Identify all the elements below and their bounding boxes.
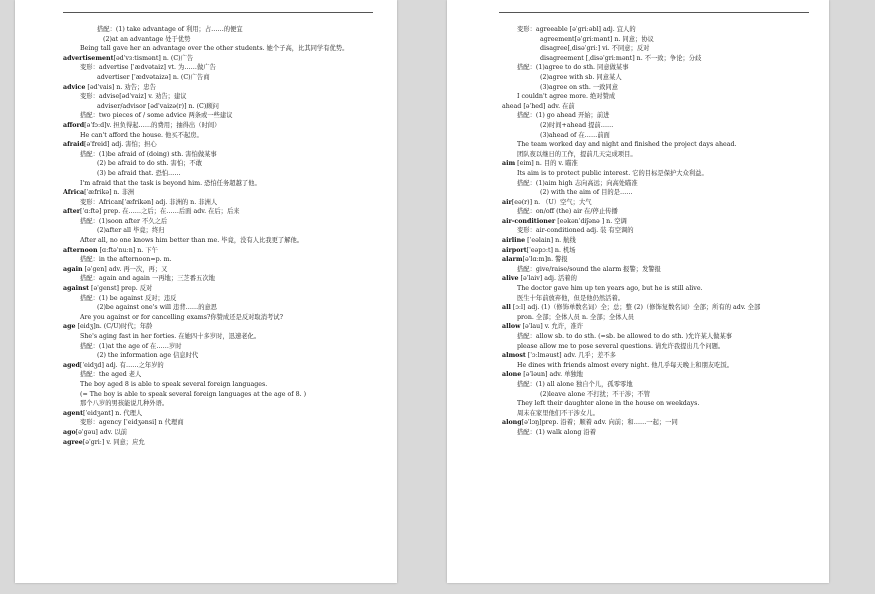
line-text: 医生十年前放弃他，但是他仍然活着。 (517, 294, 625, 302)
line-text: [eə(r)] n. （U）空气；大气 (511, 198, 592, 206)
text-line (15, 418, 397, 428)
text-line (447, 83, 829, 93)
dictionary-entry-line (447, 370, 829, 380)
headword: alive (502, 275, 519, 283)
text-line (15, 236, 397, 246)
headword: age (63, 323, 76, 331)
text-line (447, 390, 829, 400)
text-line (15, 399, 397, 409)
line-text: 搭配：in the afternoon=p. m. (80, 256, 172, 264)
dictionary-entry-line (447, 351, 829, 361)
text-line (15, 73, 397, 83)
text-line (447, 131, 829, 141)
headword: alone (502, 371, 522, 379)
line-text: [əˈləun] adv. 单独地 (521, 371, 583, 379)
line-text: (2)be against one's will 违背……的意思 (97, 304, 218, 312)
line-text: 搭配：allow sb. to do sth. (=sb. be allowed to do sth. )允许某人做某事 (517, 333, 733, 340)
line-text: 变形：agreeable [əˈgriːəbl] adj. 宜人的 (517, 26, 636, 33)
line-text: (2)agree with sb. 同意某人 (540, 73, 622, 81)
headword: against (63, 285, 89, 293)
headword: air-conditioner (502, 217, 556, 225)
line-text: After all, no one knows him better than me. 毕竟，没有人比我更了解他。 (80, 237, 304, 245)
headword: along (502, 419, 522, 427)
page-right (447, 0, 829, 583)
line-text: She's aging fast in her forties. 在她四十多岁时，迅速老化。 (80, 333, 261, 340)
dictionary-entry-line (447, 418, 829, 428)
headword: air (502, 198, 512, 206)
line-text: (2) with the aim of 目的是…… (540, 189, 633, 197)
line-text: 搭配：give/raise/sound the alarm 报警；发警报 (517, 265, 661, 273)
line-text: 搭配：(1)agree to do sth. 同意做某事 (517, 64, 629, 72)
line-text: (= The boy is able to speak several foreign languages at the age of 8. ) (80, 390, 307, 398)
text-line (15, 294, 397, 304)
line-text: Are you against or for cancelling exams?你赞成还是反对取消考试? (80, 313, 283, 321)
text-line (15, 169, 397, 179)
dictionary-entry-line (447, 255, 829, 265)
text-line (15, 342, 397, 352)
page-left (15, 0, 397, 583)
line-text: (2) be afraid to do sth. 害怕；不敢 (97, 160, 203, 168)
text-line (15, 198, 397, 208)
text-line (15, 25, 397, 35)
line-text: The doctor gave him up ten years ago, but he is still alive. (517, 285, 703, 293)
text-line (447, 188, 829, 198)
headword: afford (63, 121, 85, 129)
line-text: disagreement [ˌdisəˈgriːmənt] n. 不一致；争论；分歧 (540, 54, 702, 62)
line-text: 搭配：the aged 老人 (80, 371, 142, 379)
line-text: 变形：agency [ˈeidʒənsi] n 代理商 (80, 419, 184, 427)
line-text: [ədˈvais] n. 劝告；忠告 (85, 83, 156, 91)
text-line (15, 274, 397, 284)
text-line (15, 303, 397, 313)
dictionary-entry-line (15, 409, 397, 419)
headword: airline (502, 237, 526, 245)
line-text: (2) the information age 信息时代 (97, 352, 199, 360)
headword: ago (63, 428, 76, 436)
line-text: [ɔːl] adj. (1)（修饰单数名词）全；总；整 (2)（修饰复数名词）全部；所有的 adv. 全部 (510, 304, 761, 312)
text-line (15, 63, 397, 73)
text-line (15, 179, 397, 189)
text-line (15, 226, 397, 236)
headword: alarm (502, 256, 523, 264)
text-line (447, 265, 829, 275)
headword: all (502, 304, 511, 312)
text-line (15, 313, 397, 323)
line-text: [əˈgriː] v. 同意；应允 (82, 438, 145, 446)
line-text: [eidʒ]n. (C/U)时代；年龄 (75, 323, 153, 331)
dictionary-entry-line (447, 159, 829, 169)
line-text: [ˈɑːftə] prep. 在……之后；在……后面 adv. 在后；后来 (80, 208, 240, 216)
headword: allow (502, 323, 521, 331)
text-line (15, 102, 397, 112)
text-line (15, 370, 397, 380)
headword: agent (63, 409, 83, 417)
dictionary-entry-line (447, 322, 829, 332)
text-line (15, 150, 397, 160)
text-line (447, 63, 829, 73)
text-line (447, 207, 829, 217)
dictionary-entry-line (447, 236, 829, 246)
text-line (447, 428, 829, 438)
text-line (447, 284, 829, 294)
line-text: (2)after all 毕竟；终归 (97, 227, 165, 235)
line-text: 搭配：two pieces of / some advice 两条或一些建议 (80, 112, 233, 120)
header-rule (63, 12, 373, 13)
text-line (447, 179, 829, 189)
line-text: agreement[əˈgriːmənt] n. 同意；协议 (540, 35, 654, 43)
line-text: 搭配：(1) be against 反对；违反 (80, 294, 177, 302)
line-text: advertiser [ˈædvətaizə] n. (C)广告商 (97, 73, 210, 81)
line-text: [əˈgəu] adv. 以前 (75, 428, 128, 436)
line-text: [ˈɔːlməust] adv. 几乎；差不多 (525, 352, 617, 360)
line-text: (3)agree on sth. 一致同意 (540, 83, 619, 91)
line-text: (2)时间+ahead 提前…… (540, 121, 614, 129)
text-line (447, 111, 829, 121)
dictionary-entry-line (15, 284, 397, 294)
text-line (447, 332, 829, 342)
line-text: 搭配：(1)be afraid of (doing) sth. 害怕做某事 (80, 150, 217, 158)
dictionary-entry-line (15, 188, 397, 198)
line-text: [əˈfreid] adj. 害怕；担心 (83, 141, 157, 149)
line-text: (2)leave alone 不打扰；不干涉；不管 (540, 390, 651, 398)
text-line (447, 92, 829, 102)
line-text: (3) be afraid that. 恐怕…… (97, 169, 181, 177)
dictionary-entry-line (15, 322, 397, 332)
line-text: 搭配：(1)aim high 志向高远；向高处瞄准 (517, 179, 638, 187)
text-line (15, 111, 397, 121)
line-text: Its aim is to protect public interest. 它的目标是保护大众利益。 (517, 169, 708, 177)
dictionary-entry-line (447, 217, 829, 227)
line-text: Being tall gave her an advantage over the other students. 她个子高，比其同学有优势。 (80, 45, 349, 53)
headword: Africa (63, 189, 85, 197)
headword: again (63, 265, 83, 273)
text-line (447, 121, 829, 131)
line-text: 搭配：(1) walk along 沿着 (517, 428, 597, 436)
dictionary-entry-line (15, 438, 397, 448)
line-text: [ˈæfrikə] n. 非洲 (84, 189, 135, 197)
headword: almost (502, 352, 526, 360)
line-text: The team worked day and night and finished the project days ahead. (517, 141, 737, 149)
line-text: (2)at an advantage 处于优势 (103, 35, 191, 43)
line-text: pron. 全部；全体人员 n. 全部；全体人员 (517, 313, 635, 321)
line-text: 周末在家里他们不干涉女儿。 (517, 409, 599, 417)
line-text: [ˈeəlain] n. 航线 (525, 237, 576, 245)
line-text: 团队夜以继日的工作，提前几天完成项目。 (517, 150, 637, 158)
headword: aged (63, 361, 80, 369)
text-line (15, 44, 397, 54)
headword: afraid (63, 141, 84, 149)
line-text: please allow me to pose several questions. 请允许我提出几个问题。 (517, 342, 725, 350)
line-text: 那个八岁的男孩能说几种外语。 (80, 400, 169, 408)
text-line (447, 409, 829, 419)
line-text: [əˈlɑːm]n. 警报 (522, 256, 568, 264)
line-text: I'm afraid that the task is beyond him. 恐怕任务超越了他。 (80, 179, 261, 187)
dictionary-entry-line (447, 303, 829, 313)
text-line (447, 380, 829, 390)
text-line (15, 332, 397, 342)
line-text: 搭配：(1) take advantage of 利用；占……的便宜 (97, 26, 243, 33)
page-text (15, 25, 397, 447)
text-line (15, 255, 397, 265)
dictionary-entry-line (15, 207, 397, 217)
text-line (447, 140, 829, 150)
text-line (447, 361, 829, 371)
headword: aim (502, 160, 516, 168)
text-line (15, 390, 397, 400)
text-line (15, 380, 397, 390)
line-text: [eim] n. 目的 v. 瞄准 (515, 160, 578, 168)
text-line (15, 35, 397, 45)
line-text: [əˈlaiv] adj. 活着的 (518, 275, 577, 283)
line-text: He can't afford the house. 他买不起房。 (80, 131, 203, 139)
line-text: adviser/advisor [ədˈvaizə(r)] n. (C)顾问 (97, 102, 219, 110)
line-text: ahead [əˈhed] adv. 在前 (502, 102, 575, 110)
page-text (447, 25, 829, 438)
line-text: They left their daughter alone in the house on weekdays. (517, 400, 700, 408)
line-text: [eəkənˈdiʃənə ] n. 空调 (555, 217, 627, 225)
line-text: 搭配：(1) all alone 独自个儿，孤零零地 (517, 380, 633, 388)
line-text: [ˈeəpɔːt] n. 机场 (526, 246, 576, 254)
line-text: [ˈeidʒənt] n. 代理人 (82, 409, 143, 417)
dictionary-entry-line (15, 140, 397, 150)
line-text: 搭配：(1) go ahead 开始；前进 (517, 112, 610, 120)
dictionary-entry-line (15, 121, 397, 131)
line-text: I couldn't agree more. 绝对赞成 (517, 93, 616, 101)
text-line (15, 131, 397, 141)
headword: agree (63, 438, 83, 446)
line-text: 搭配：again and again 一再地；三芝番五次地 (80, 275, 215, 283)
line-text: 搭配：(1)at the age of 在……岁时 (80, 342, 182, 350)
text-line (447, 73, 829, 83)
text-line (447, 54, 829, 64)
line-text: 变形：air-conditioned adj. 装 有空调的 (517, 227, 634, 235)
dictionary-entry-line (15, 83, 397, 93)
dictionary-entry-line (447, 198, 829, 208)
text-line (447, 150, 829, 160)
headword: afternoon (63, 246, 98, 254)
line-text: 变形：advise[ədˈvaiz] v. 劝告；建议 (80, 93, 187, 101)
dictionary-entry-line (15, 428, 397, 438)
text-line (447, 313, 829, 323)
line-text: [ɑːftəˈnuːn] n. 下午 (97, 246, 158, 254)
text-line (447, 35, 829, 45)
header-rule (499, 12, 809, 13)
text-line (447, 169, 829, 179)
line-text: 变形：African[ˈæfrikən] adj. 非洲的 n. 非洲人 (80, 198, 218, 206)
line-text: [ˈeidʒd] adj. 有……之年岁的 (79, 361, 164, 369)
line-text: 搭配：(1)soon after 不久之后 (80, 217, 168, 225)
headword: airport (502, 246, 527, 254)
text-line (447, 342, 829, 352)
line-text: [əˈgen] adv. 再一次，再；又 (82, 265, 168, 273)
text-line (15, 92, 397, 102)
headword: advice (63, 83, 86, 91)
line-text: [ədˈvɜːtismənt] n. (C)广告 (113, 54, 194, 62)
text-line (447, 294, 829, 304)
dictionary-entry-line (447, 274, 829, 284)
headword: advertisement (63, 54, 114, 62)
line-text: 搭配：on/off (the) air 在/停止传播 (517, 208, 618, 216)
dictionary-entry-line (15, 246, 397, 256)
text-line (447, 25, 829, 35)
line-text: (3)ahead of 在……前面 (540, 131, 610, 139)
line-text: disagree[ˌdisəˈgriː] vi. 不同意；反对 (540, 45, 650, 53)
text-line (15, 217, 397, 227)
text-line (447, 102, 829, 112)
text-line (447, 226, 829, 236)
headword: after (63, 208, 81, 216)
text-line (447, 399, 829, 409)
dictionary-entry-line (447, 246, 829, 256)
line-text: [əˈlɔŋ]prep. 沿着；顺着 adv. 向前；和……一起；一同 (521, 419, 678, 427)
text-line (15, 159, 397, 169)
line-text: [əˈgenst] prep. 反对 (89, 285, 153, 293)
text-line (15, 351, 397, 361)
text-line (447, 44, 829, 54)
line-text: [əˈfɔːd]v. 担负得起……的费用；抽得出（时间） (84, 121, 221, 129)
line-text: 变形：advertise [ˈædvətaiz] vt. 为……做广告 (80, 64, 216, 72)
line-text: [əˈlau] v. 允许，准许 (520, 323, 583, 331)
dictionary-entry-line (15, 265, 397, 275)
line-text: The boy aged 8 is able to speak several foreign languages. (80, 380, 268, 388)
line-text: He dines with friends almost every night. 他几乎每天晚上和朋友吃饭。 (517, 361, 734, 369)
dictionary-entry-line (15, 54, 397, 64)
dictionary-entry-line (15, 361, 397, 371)
